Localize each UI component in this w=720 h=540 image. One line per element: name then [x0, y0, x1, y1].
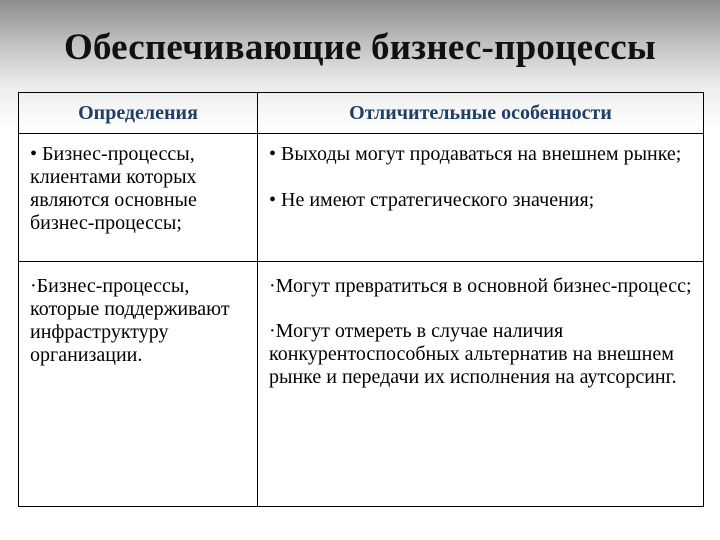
slide-title: Обеспечивающие бизнес-процессы	[63, 27, 657, 68]
features-cell	[258, 262, 704, 507]
feature-text: Могут отмереть в случае наличия конкурентоспособных альтернатив на внешнем рынке и передачи их исполнения на аутсорсинг.	[269, 320, 677, 388]
features-cell	[258, 134, 704, 262]
bullet-icon: ·	[269, 275, 276, 297]
definition-text: Бизнес-процессы, которые поддерживают инфраструктуру организации.	[30, 275, 230, 366]
table-row	[19, 134, 704, 262]
feature-text: Могут превратиться в основной бизнес-процесс;	[275, 275, 692, 297]
bullet-icon: ·	[269, 320, 276, 342]
bullet-icon: •	[30, 143, 38, 165]
definition-cell	[19, 134, 258, 262]
definition-item	[30, 143, 250, 235]
feature-item	[269, 320, 696, 389]
definition-text: Бизнес-процессы, клиентами которых являются основные бизнес-процессы;	[30, 143, 197, 234]
bullet-icon: •	[269, 143, 277, 165]
header-definitions: Определения	[19, 93, 258, 134]
feature-text: Не имеют стратегического значения;	[281, 189, 595, 211]
table-header-row	[19, 93, 704, 134]
definition-item	[30, 275, 250, 367]
definition-cell	[19, 262, 258, 507]
feature-item	[269, 143, 696, 166]
comparison-table	[18, 92, 704, 507]
feature-item	[269, 275, 696, 298]
table-row	[19, 262, 704, 507]
bullet-icon: •	[269, 189, 277, 211]
feature-text: Выходы могут продаваться на внешнем рынке;	[281, 143, 682, 165]
bullet-icon: ·	[30, 275, 37, 297]
feature-item	[269, 189, 696, 212]
header-features: Отличительные особенности	[258, 93, 704, 134]
